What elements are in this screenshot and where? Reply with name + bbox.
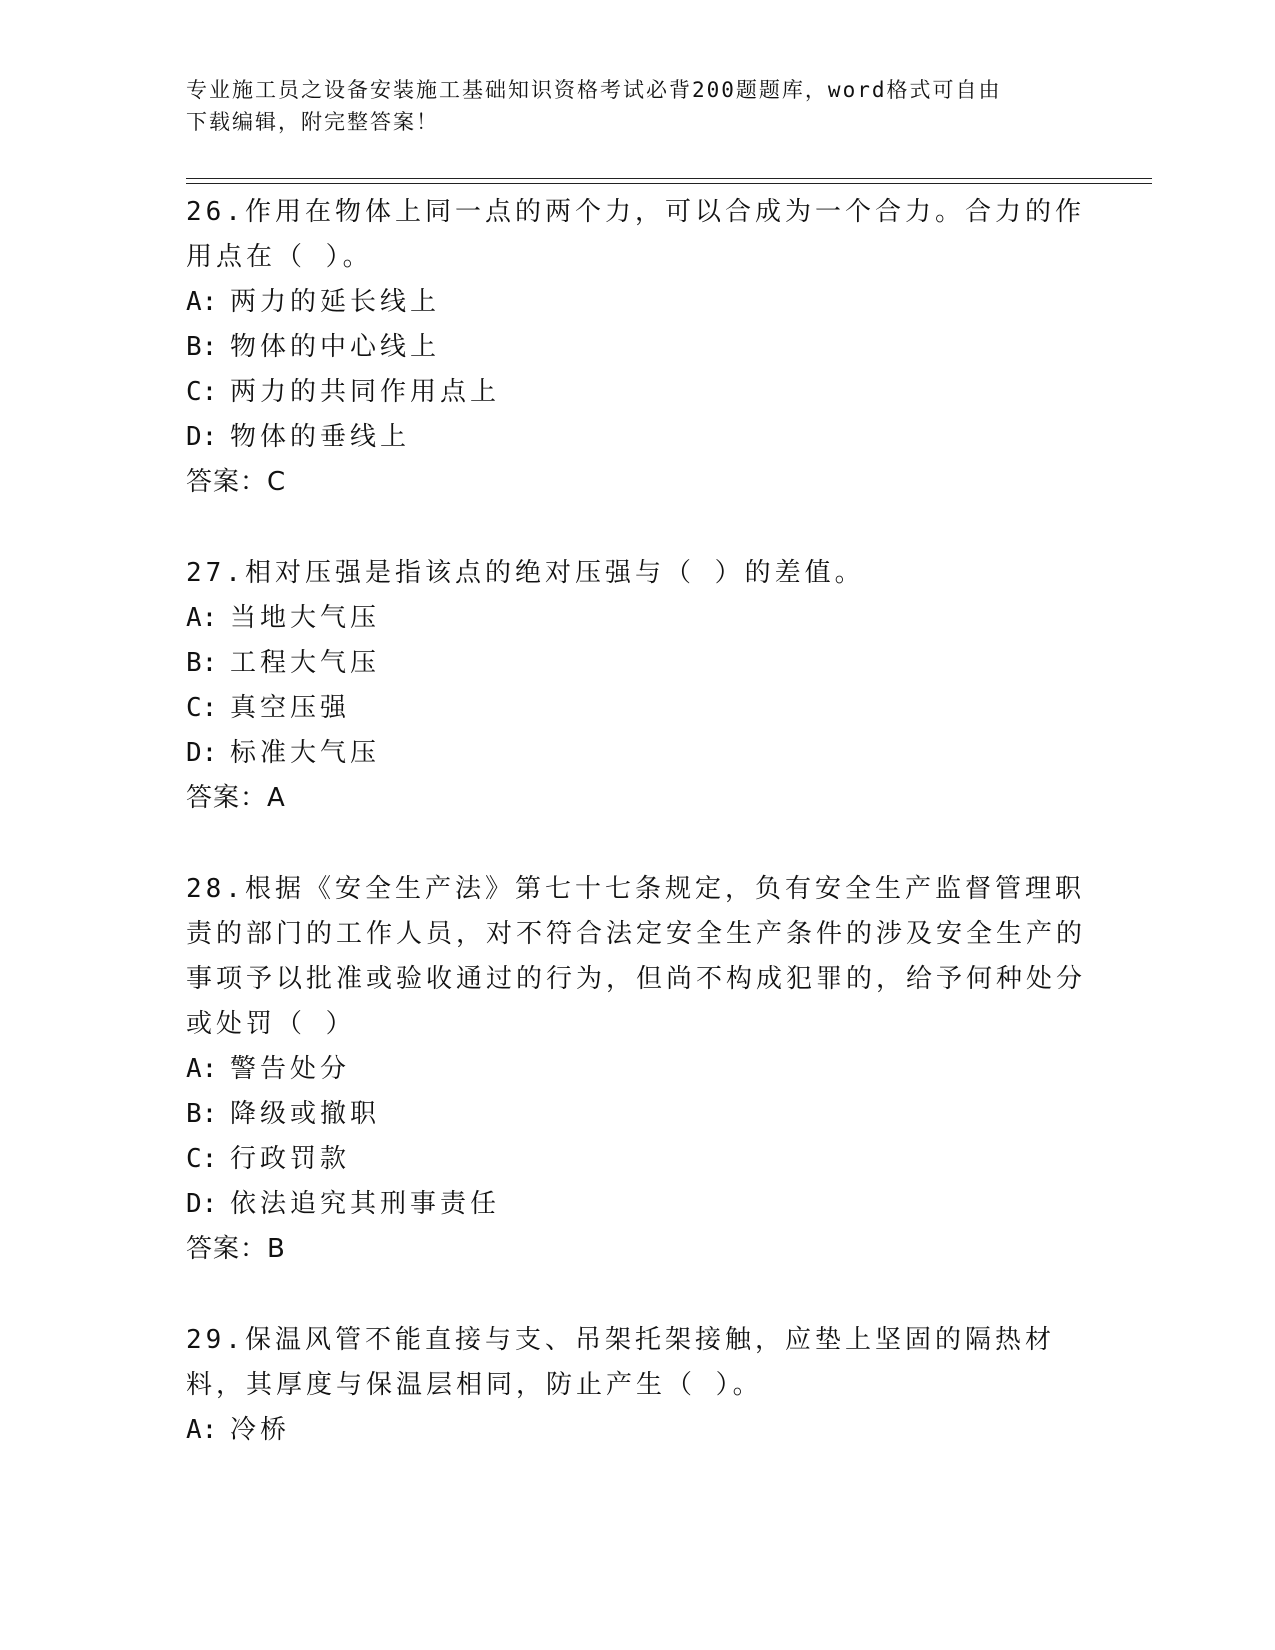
option-key: A: xyxy=(186,603,218,633)
option-key: D: xyxy=(186,1189,218,1219)
option-a xyxy=(186,1047,1086,1092)
answer-line: 答案：B xyxy=(186,1234,286,1264)
option-text: 工程大气压 xyxy=(230,648,381,678)
option-c xyxy=(186,1137,1086,1182)
option-b xyxy=(186,1092,1086,1137)
option-key: C: xyxy=(186,377,218,407)
option-key: C: xyxy=(186,693,218,723)
option-d xyxy=(186,1182,1086,1227)
option-key: A: xyxy=(186,1054,218,1084)
option-text: 两力的共同作用点上 xyxy=(230,377,501,407)
option-d xyxy=(186,415,1086,460)
question-stem: 28.根据《安全生产法》第七十七条规定，负有安全生产监督管理职责的部门的工作人员，对不符合法定安全生产条件的涉及安全生产的事项予以批准或验收通过的行为，但尚不构成犯罪的，给予何种处分或处罚（ ） xyxy=(186,874,1087,1039)
option-a xyxy=(186,596,1086,641)
header-line-2: 下载编辑，附完整答案！ xyxy=(186,110,439,134)
option-key: D: xyxy=(186,422,218,452)
header-line-1: 专业施工员之设备安装施工基础知识资格考试必背200题题库，word格式可自由 xyxy=(186,78,1002,102)
option-key: A: xyxy=(186,287,218,317)
option-b xyxy=(186,325,1086,370)
option-key: C: xyxy=(186,1144,218,1174)
question-stem: 29.保温风管不能直接与支、吊架托架接触，应垫上坚固的隔热材料，其厚度与保温层相同，防止产生（ ）。 xyxy=(186,1325,1055,1400)
answer-line: 答案：A xyxy=(186,783,286,813)
option-text: 当地大气压 xyxy=(230,603,381,633)
option-a xyxy=(186,1408,1086,1453)
question-26 xyxy=(186,190,1086,505)
option-text: 物体的垂线上 xyxy=(230,422,411,452)
option-text: 标准大气压 xyxy=(230,738,381,768)
option-key: A: xyxy=(186,1415,218,1445)
option-b xyxy=(186,641,1086,686)
option-d xyxy=(186,731,1086,776)
question-29 xyxy=(186,1318,1086,1453)
header-divider-top xyxy=(186,178,1152,179)
question-list xyxy=(186,190,1086,1499)
question-stem: 27.相对压强是指该点的绝对压强与（ ）的差值。 xyxy=(186,558,865,588)
option-text: 行政罚款 xyxy=(230,1144,351,1174)
option-c xyxy=(186,686,1086,731)
header-divider-bottom xyxy=(186,183,1152,184)
question-28 xyxy=(186,867,1086,1272)
option-text: 物体的中心线上 xyxy=(230,332,441,362)
option-key: B: xyxy=(186,332,218,362)
option-text: 警告处分 xyxy=(230,1054,351,1084)
option-key: D: xyxy=(186,738,218,768)
option-text: 冷桥 xyxy=(230,1415,291,1445)
option-key: B: xyxy=(186,1099,218,1129)
question-stem: 26.作用在物体上同一点的两个力，可以合成为一个合力。合力的作用点在（ ）。 xyxy=(186,197,1085,272)
option-text: 降级或撤职 xyxy=(230,1099,381,1129)
option-text: 两力的延长线上 xyxy=(230,287,441,317)
option-a xyxy=(186,280,1086,325)
question-27 xyxy=(186,551,1086,821)
answer-line: 答案：C xyxy=(186,467,287,497)
option-text: 依法追究其刑事责任 xyxy=(230,1189,501,1219)
document-header xyxy=(186,74,1066,138)
option-text: 真空压强 xyxy=(230,693,351,723)
option-key: B: xyxy=(186,648,218,678)
option-c xyxy=(186,370,1086,415)
